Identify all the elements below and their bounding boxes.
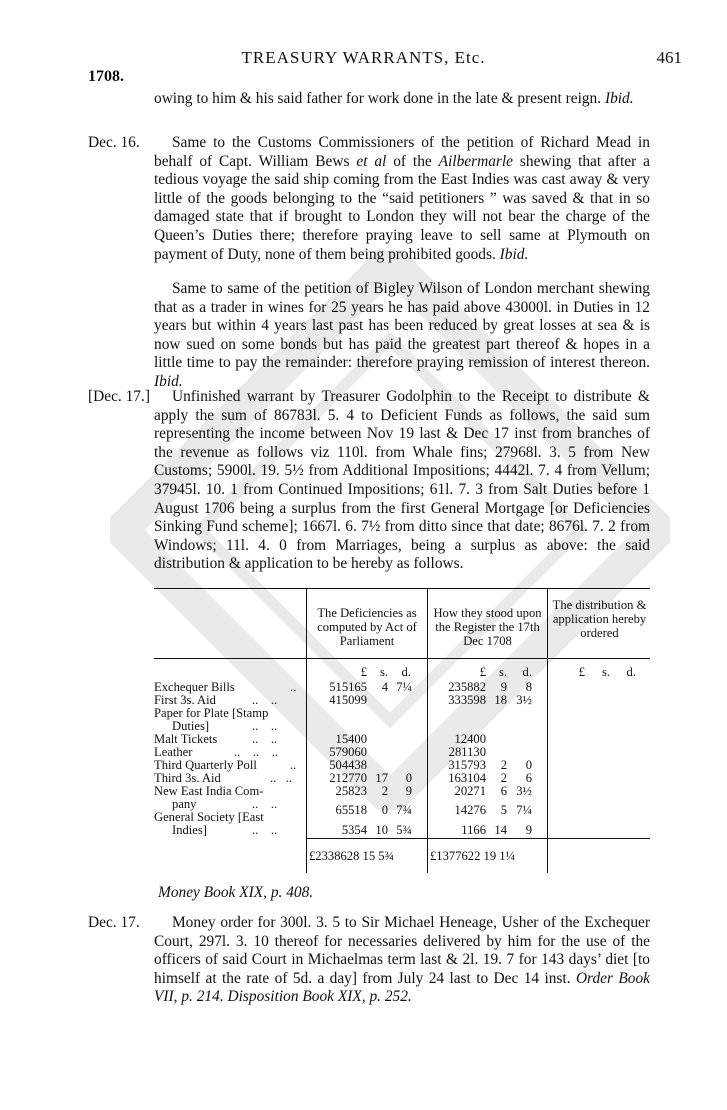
entry-wilson-petition: Same to same of the petition of Bigley Wilson of London merchant shewing that as a trader in wines for 25 years he has paid above 43000l. in Duties in 12 years but within 4 years last past has been reduced by great losses at sea & is now sued on some bonds but has paid the greatest part thereof & hopes in a little time to pay the remainder: therefore praying remission of interest thereon. Ibid. [154, 280, 650, 390]
cell: 0 [405, 771, 412, 785]
cell: 0 [525, 758, 532, 772]
row-label: New East India Com- [154, 784, 264, 798]
cell: 7¼ [516, 803, 532, 817]
entry-date: [Dec. 17.] [88, 388, 150, 405]
cell: 14 [494, 823, 507, 837]
row-label-cont: Duties] [172, 719, 210, 733]
row-label: Third 3s. Aid [154, 771, 221, 785]
cell: 4 [381, 680, 388, 694]
entry-date: Dec. 16. [88, 134, 140, 151]
unit-pound: £ [578, 665, 585, 679]
row-label-cont: pany [172, 797, 197, 811]
cell: 5 [500, 803, 507, 817]
cell: 12400 [454, 732, 486, 746]
cell: 15400 [335, 732, 367, 746]
row-label: First 3s. Aid [154, 693, 216, 707]
cell: 10 [375, 823, 388, 837]
entry-godolphin-warrant: Unfinished warrant by Treasurer Godolphin to the Receipt to distribute & apply the sum of 86783l. 5. 4 to Deficient Funds as follows, the said sum representing the income between Nov 19 last & Dec 17 inst from branches of the revenue as follows viz 110l. from Whale fins; 27968l. 3. 5 from New Customs; 5900l. 19. 5½ from Additional Impositions; 4442l. 7. 4 from Vellum; 37945l. 10. 1 from Continued Impositions; 61l. 7. 3 from Salt Duties before 1 August 1706 being a surplus from the first General Mortgage [or Deficiencies Sinking Fund scheme]; 1667l. 6. 7½ from ditto since that date; 8676l. 7. 2 from Windows; 11l. 4. 0 from Marriages, being a surplus as above: the said distribution & application to be hereby as follows. [154, 388, 650, 573]
entry-date: Dec. 17. [88, 914, 140, 931]
cell: 515165 [329, 680, 367, 694]
cell: 5¾ [396, 823, 412, 837]
cell: 2 [381, 784, 388, 798]
cell: 8 [525, 680, 532, 694]
unit-shilling: s. [379, 665, 388, 679]
cell: 9 [405, 784, 412, 798]
cell: 2 [500, 758, 507, 772]
cell: 3½ [516, 784, 532, 798]
row-label-cont: Indies] [172, 823, 207, 837]
row-label: Exchequer Bills [154, 680, 235, 694]
cell: 212770 [329, 771, 367, 785]
margin-year: 1708. [88, 68, 124, 85]
row-label: Leather [154, 745, 193, 759]
cell: 281130 [448, 745, 486, 759]
cell: 9 [500, 680, 507, 694]
unit-pound: £ [479, 665, 486, 679]
row-label: Malt Tickets [154, 732, 218, 746]
cell: 7¼ [396, 680, 412, 694]
cell: 25823 [335, 784, 367, 798]
cell: 3½ [516, 693, 532, 707]
cell: 65518 [335, 803, 367, 817]
total-act: £2338628 15 5¾ [309, 849, 395, 863]
row-label: Third Quarterly Poll [154, 758, 257, 772]
cell: 579060 [329, 745, 367, 759]
total-register: £1377622 19 1¼ [430, 849, 516, 863]
cell: 315793 [448, 758, 486, 772]
unit-pound: £ [360, 665, 367, 679]
cell: 163104 [448, 771, 486, 785]
unit-shilling: s. [601, 665, 610, 679]
unit-pence: d. [401, 665, 411, 679]
cell: 20271 [454, 784, 486, 798]
cell: 333598 [448, 693, 486, 707]
row-label: Paper for Plate [Stamp [154, 706, 269, 720]
page-number: 461 [656, 48, 682, 67]
unit-pence: d. [522, 665, 532, 679]
cell: 504438 [329, 758, 367, 772]
cell: 14276 [454, 803, 486, 817]
row-label: General Society [East [154, 810, 264, 824]
cell: 18 [494, 693, 507, 707]
cell: 415099 [329, 693, 367, 707]
cell: 6 [500, 784, 507, 798]
col-head-register: How they stood upon the Register the 17th Dec 1708 [433, 606, 542, 648]
cell: 17 [375, 771, 388, 785]
unit-pence: d. [626, 665, 636, 679]
deficiencies-table: The Deficiencies as computed by Act of Parliament How they stood upon the Register the 17th Dec 1708 The distribution & application hereby ordered £ s. d. £ s. d. £ s. d. Exchequer Bills .. 515165 4 7¼ 235882 9 8 First 3s. Aid .. .. 415099 333598 18 3½ Paper for Plate [Stamp Duties] .. .. 15400 12400 Malt Tickets .. .. 579060 281130 Leather .. .. .. 504438 315793 2 0 Third Quarterly Poll .. 212770 17 0 163104 2 6 Third 3s. Aid .. .. 25823 2 9 20271 6 3½ New East India Com- pany .. .. 65518 0 7¾ 14276 5 7¼ General Society [East Indies] .. .. 5354 10 5¾ 1166 14 9 £2338628 15 5¾ £1377622 19 1¼ [154, 588, 650, 873]
cell: 1166 [461, 823, 486, 837]
source-note: Money Book XIX, p. 408. [158, 884, 314, 901]
entry-money-order: Money order for 300l. 3. 5 to Sir Michael Heneage, Usher of the Exchequer Court, 297l. 3. 10 thereof for necessaries delivered by him for the use of the officers of said Court in Michaelmas term last & 2l. 19. 7 for 143 days’ diet [to himself at the rate of 5d. a day] from July 24 last to Dec 14 inst. Order Book VII, p. 214. Disposition Book XIX, p. 252. [154, 914, 650, 1006]
cell: 5354 [341, 823, 367, 837]
cell: 6 [525, 771, 532, 785]
cell: 2 [500, 771, 507, 785]
col-head-distribution: The distribution & application hereby ordered [552, 598, 647, 640]
cell: 7¾ [396, 803, 412, 817]
col-head-act: The Deficiencies as computed by Act of Parliament [317, 606, 417, 648]
cell: 0 [381, 803, 388, 817]
running-title: TREASURY WARRANTS, Etc. [241, 48, 486, 67]
cell: 9 [525, 823, 532, 837]
entry-continuation: owing to him & his said father for work done in the late & present reign. Ibid. [154, 90, 634, 107]
entry-customs-petition: Same to the Customs Commissioners of the petition of Richard Mead in behalf of Capt. William Bews et al of the Ailbermarle shewing that after a tedious voyage the said ship coming from the East Indies was cast away & very little of the goods belonging to the “said petitioners ” was saved & that in so damaged state that if brought to London they will not bear the charge of the Queen’s Duties there; therefore praying leave to sell same at Plymouth on payment of Duty, none of them being prohibited goods. Ibid. [154, 134, 650, 263]
unit-shilling: s. [498, 665, 507, 679]
cell: 235882 [448, 680, 486, 694]
